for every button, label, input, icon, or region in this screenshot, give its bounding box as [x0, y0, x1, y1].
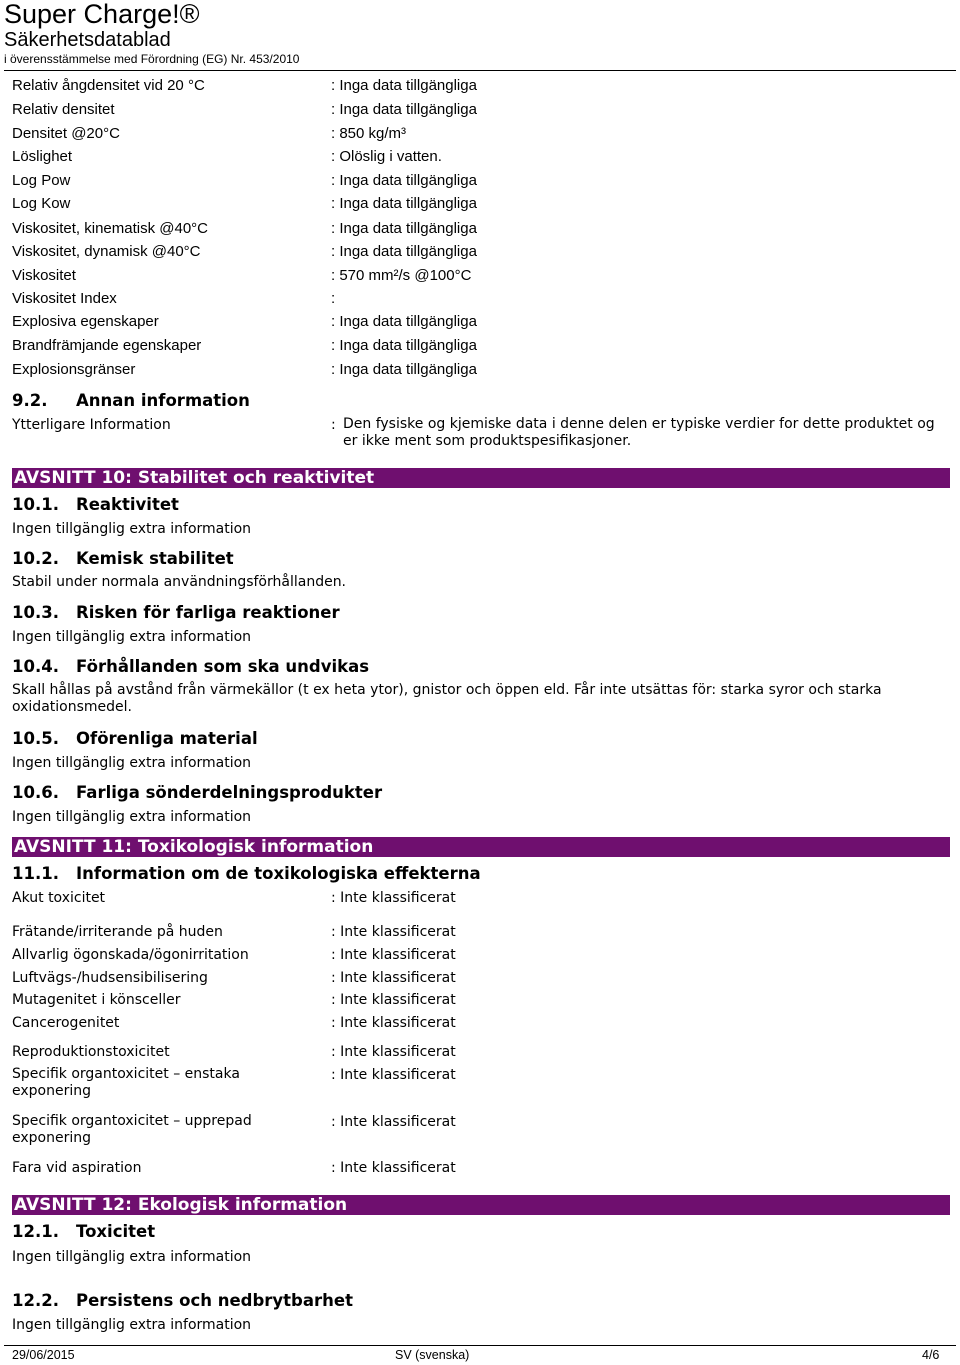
subsection-heading-10-6: 10.6. Farliga sönderdelningsprodukter	[12, 783, 383, 802]
tox-label: Allvarlig ögonskada/ögonirritation	[12, 947, 249, 963]
property-label: Log Kow	[12, 195, 71, 212]
footer-date: 29/06/2015	[12, 1348, 75, 1362]
property-label: Brandfrämjande egenskaper	[12, 337, 202, 354]
property-value: : 850 kg/m³	[331, 125, 407, 142]
property-label: Viskositet Index	[12, 290, 117, 307]
tox-value: : Inte klassificerat	[331, 890, 456, 906]
document-subtitle: Säkerhetsdatablad	[4, 29, 171, 51]
subsection-text: Skall hållas på avstånd från värmekällor (t ex heta ytor), gnistor och öppen eld. Får inte utsättas för: starka syror och starka oxidationsmedel.	[12, 682, 882, 715]
tox-value: : Inte klassificerat	[331, 1015, 456, 1031]
section-11-heading: AVSNITT 11: Toxikologisk information	[12, 837, 950, 857]
property-label: Viskositet, kinematisk @40°C	[12, 220, 209, 237]
property-value: :	[331, 290, 336, 307]
tox-value: : Inte klassificerat	[331, 970, 456, 986]
property-value: : Inga data tillgängliga	[331, 220, 477, 237]
additional-info-colon: :	[331, 417, 336, 433]
tox-value: : Inte klassificerat	[331, 1160, 456, 1176]
subsection-text: Stabil under normala användningsförhållanden.	[12, 574, 347, 590]
property-label: Viskositet	[12, 267, 76, 284]
property-value: : Olöslig i vatten.	[331, 148, 442, 165]
footer-divider	[4, 1345, 956, 1346]
tox-label: Cancerogenitet	[12, 1015, 120, 1031]
subsection-heading-9-2: 9.2. Annan information	[12, 391, 250, 410]
property-value: : Inga data tillgängliga	[331, 195, 477, 212]
property-value: : 570 mm²/s @100°C	[331, 267, 472, 284]
tox-label: Frätande/irriterande på huden	[12, 924, 223, 940]
tox-label: Akut toxicitet	[12, 890, 106, 906]
subsection-heading-10-5: 10.5. Oförenliga material	[12, 729, 258, 748]
tox-value: : Inte klassificerat	[331, 947, 456, 963]
property-label: Log Pow	[12, 172, 71, 189]
tox-label: Mutagenitet i könsceller	[12, 992, 181, 1008]
property-value: : Inga data tillgängliga	[331, 313, 477, 330]
tox-value: : Inte klassificerat	[331, 992, 456, 1008]
tox-value: : Inte klassificerat	[331, 1114, 456, 1130]
subsection-text: Ingen tillgänglig extra information	[12, 755, 252, 771]
subsection-text: Ingen tillgänglig extra information	[12, 1249, 252, 1265]
section-10-heading: AVSNITT 10: Stabilitet och reaktivitet	[12, 468, 950, 488]
tox-value: : Inte klassificerat	[331, 1067, 456, 1083]
subsection-heading-12-2: 12.2. Persistens och nedbrytbarhet	[12, 1291, 353, 1310]
property-label: Relativ ångdensitet vid 20 °C	[12, 77, 205, 94]
footer-language: SV (svenska)	[395, 1348, 470, 1362]
property-value: : Inga data tillgängliga	[331, 243, 477, 260]
subsection-heading-10-3: 10.3. Risken för farliga reaktioner	[12, 603, 340, 622]
footer-page-number: 4/6	[922, 1348, 940, 1362]
subsection-heading-11-1: 11.1. Information om de toxikologiska effekterna	[12, 864, 481, 883]
regulation-note: i överensstämmelse med Förordning (EG) Nr. 453/2010	[4, 52, 300, 66]
tox-label: Fara vid aspiration	[12, 1160, 142, 1176]
property-value: : Inga data tillgängliga	[331, 172, 477, 189]
subsection-heading-10-1: 10.1. Reaktivitet	[12, 495, 179, 514]
subsection-text: Ingen tillgänglig extra information	[12, 1317, 252, 1333]
tox-value: : Inte klassificerat	[331, 924, 456, 940]
header-divider	[4, 70, 956, 71]
property-value: : Inga data tillgängliga	[331, 101, 477, 118]
section-12-heading: AVSNITT 12: Ekologisk information	[12, 1195, 950, 1215]
subsection-heading-10-4: 10.4. Förhållanden som ska undvikas	[12, 657, 370, 676]
property-label: Relativ densitet	[12, 101, 115, 118]
property-value: : Inga data tillgängliga	[331, 361, 477, 378]
subsection-text: Ingen tillgänglig extra information	[12, 809, 252, 825]
tox-label: Reproduktionstoxicitet	[12, 1044, 170, 1060]
tox-label: Specifik organtoxicitet – upprepad exponering	[12, 1113, 252, 1146]
subsection-heading-10-2: 10.2. Kemisk stabilitet	[12, 549, 234, 568]
property-label: Löslighet	[12, 148, 73, 165]
subsection-heading-12-1: 12.1. Toxicitet	[12, 1222, 156, 1241]
subsection-text: Ingen tillgänglig extra information	[12, 521, 252, 537]
property-label: Viskositet, dynamisk @40°C	[12, 243, 201, 260]
document-title: Super Charge!®	[4, 0, 200, 29]
tox-label: Specifik organtoxicitet – enstaka exponering	[12, 1066, 240, 1099]
tox-label: Luftvägs-/hudsensibilisering	[12, 970, 208, 986]
additional-info-text: Den fysiske og kjemiske data i denne delen er typiske verdier for dette produktet og er ikke ment som produktspesifikasjoner.	[343, 416, 935, 449]
property-label: Densitet @20°C	[12, 125, 120, 142]
property-value: : Inga data tillgängliga	[331, 337, 477, 354]
tox-value: : Inte klassificerat	[331, 1044, 456, 1060]
property-label: Explosionsgränser	[12, 361, 136, 378]
subsection-text: Ingen tillgänglig extra information	[12, 629, 252, 645]
property-value: : Inga data tillgängliga	[331, 77, 477, 94]
property-label: Explosiva egenskaper	[12, 313, 159, 330]
additional-info-label: Ytterligare Information	[12, 417, 171, 433]
